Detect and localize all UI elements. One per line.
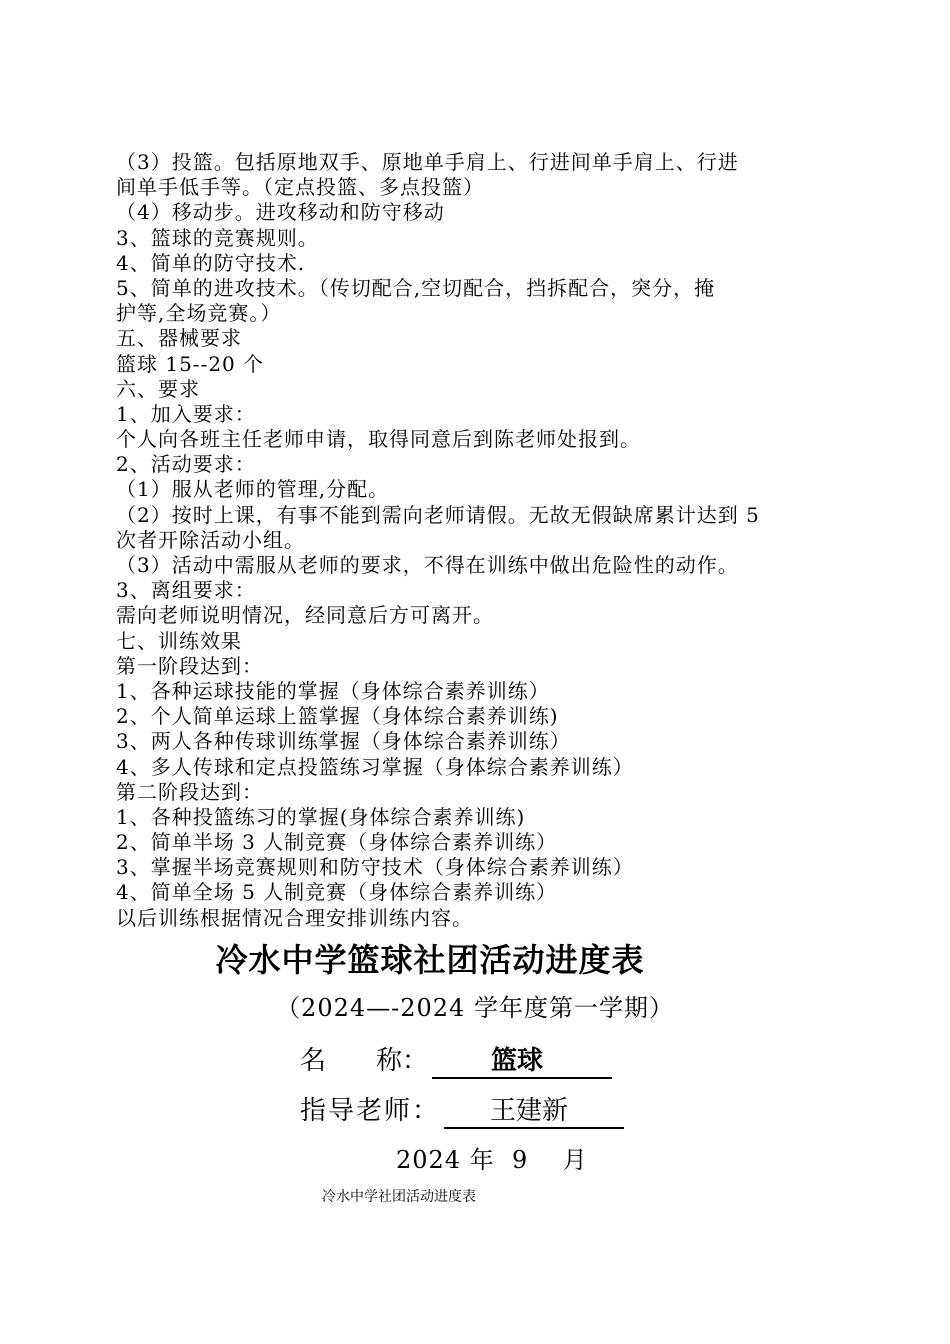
body-line: （2）按时上课，有事不能到需向老师请假。无故无假缺席累计达到 5 (116, 502, 760, 527)
body-line: （4）移动步。进攻移动和防守移动 (116, 200, 445, 225)
body-line: 需向老师说明情况，经同意后方可离开。 (116, 603, 494, 628)
cover-title: 冷水中学篮球社团活动进度表 (215, 941, 645, 979)
body-line: 以后训练根据情况合理安排训练内容。 (116, 905, 473, 930)
body-line: 护等,全场竞赛。） (116, 301, 282, 326)
cover-date: 2024 年 9 月 (396, 1146, 588, 1174)
document-body (116, 150, 846, 931)
body-line: 3、离组要求： (116, 578, 256, 603)
body-line: 3、掌握半场竞赛规则和防守技术（身体综合素养训练） (116, 855, 634, 880)
body-line: （1）服从老师的管理,分配。 (116, 477, 390, 502)
body-line: 篮球 15--20 个 (116, 351, 265, 376)
body-line: 4、简单全场 5 人制竞赛（身体综合素养训练） (116, 880, 558, 905)
body-line: 次者开除活动小组。 (116, 527, 305, 552)
body-line: 2、简单半场 3 人制竞赛（身体综合素养训练） (116, 830, 558, 855)
body-line: 2、个人简单运球上篮掌握（身体综合素养训练) (116, 704, 559, 729)
body-line: 1、各种投篮练习的掌握(身体综合素养训练) (116, 804, 526, 829)
name-label (300, 1040, 428, 1077)
body-line: 3、篮球的竞赛规则。 (116, 225, 319, 250)
body-line: 个人向各班主任老师申请，取得同意后到陈老师处报到。 (116, 427, 641, 452)
body-line: 间单手低手等。（定点投篮、多点投篮） (116, 175, 484, 200)
page-footer: 冷水中学社团活动进度表 (322, 1189, 476, 1205)
cover-subtitle: （2024—-2024 学年度第一学期） (276, 994, 674, 1022)
body-line: 5、简单的进攻技术。（传切配合,空切配合，挡拆配合，突分，掩 (116, 275, 716, 300)
body-line: 4、简单的防守技术. (116, 250, 306, 275)
body-line: 1、加入要求： (116, 401, 256, 426)
body-line: 第一阶段达到： (116, 653, 263, 678)
name-label-part: 称： (376, 1046, 429, 1076)
body-line: 第二阶段达到： (116, 779, 263, 804)
name-value: 篮球 (432, 1040, 612, 1079)
teacher-value: 王建新 (444, 1090, 624, 1129)
teacher-label: 指导老师： (300, 1096, 441, 1126)
body-line: 1、各种运球技能的掌握（身体综合素养训练） (116, 678, 550, 703)
section-heading: 六、要求 (116, 376, 200, 401)
body-line: 4、多人传球和定点投篮练习掌握（身体综合素养训练） (116, 754, 634, 779)
teacher-field-row (300, 1090, 624, 1129)
body-line: 3、两人各种传球训练掌握（身体综合素养训练） (116, 729, 571, 754)
body-line: （3）活动中需服从老师的要求，不得在训练中做出危险性的动作。 (116, 553, 739, 577)
section-heading: 五、器械要求 (116, 326, 242, 351)
body-line: 2、活动要求： (116, 452, 256, 477)
body-line: （3）投篮。包括原地双手、原地单手肩上、行进间单手肩上、行进 (116, 150, 739, 174)
name-label-part: 名 (300, 1046, 327, 1076)
name-field-row (300, 1040, 612, 1079)
section-heading: 七、训练效果 (116, 628, 242, 653)
